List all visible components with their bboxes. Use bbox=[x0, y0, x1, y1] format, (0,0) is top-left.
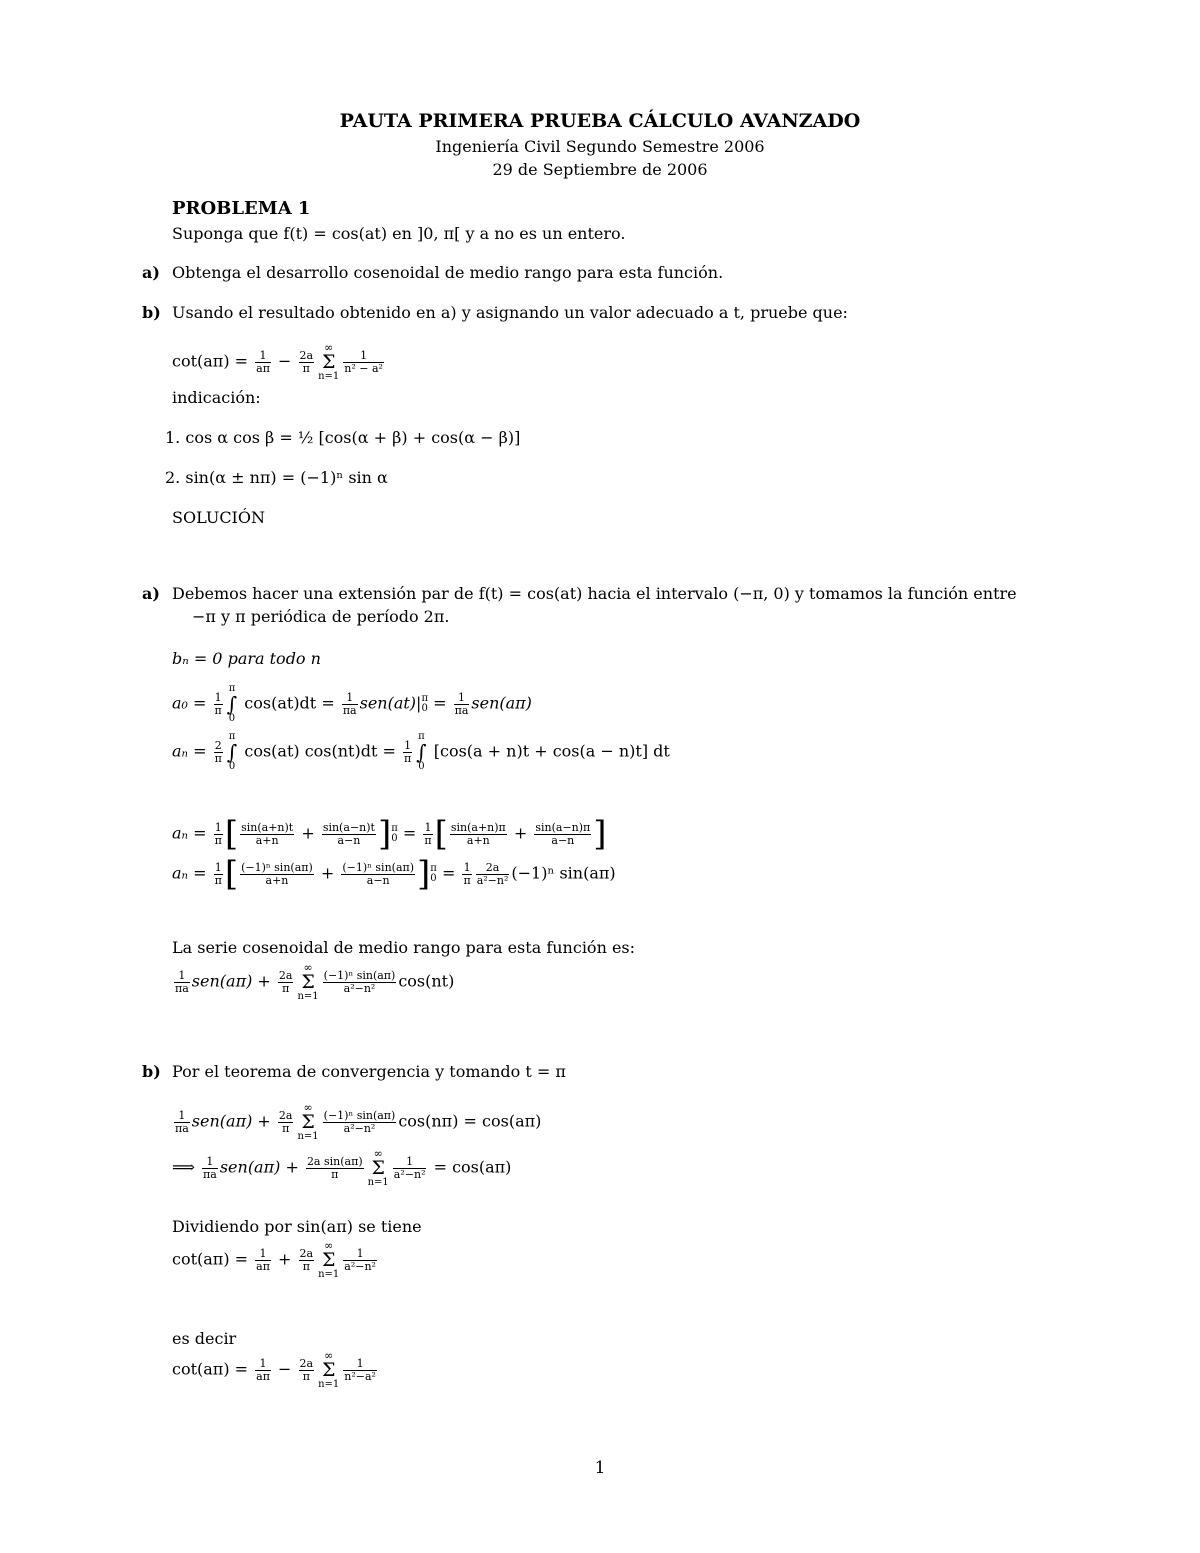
fraction: $\frac{1}{\text{a²−n²}}$ bbox=[344, 1246, 376, 1273]
fraction: $\frac{1}{\pi}$ bbox=[424, 820, 432, 847]
target-formula: cot(aπ) = $\frac{1}{a\pi}$ − $\frac{2a}{\pi}$ ∞ Σ n=1 $\frac{1}{\text{n² − a²}}$ bbox=[172, 341, 383, 382]
target-formula-lhs: cot(aπ) = bbox=[172, 351, 254, 371]
right-bracket: ] bbox=[593, 814, 607, 854]
hint-item-2: 2. sin(α ± nπ) = (−1)ⁿ sin α bbox=[165, 468, 388, 487]
fraction: $\frac{1}{\text{n² − a²}}$ bbox=[344, 348, 383, 375]
an-lhs: aₙ = bbox=[172, 741, 207, 761]
fraction: $\frac{1}{\pi}$ bbox=[463, 860, 471, 887]
left-bracket: [ bbox=[224, 854, 239, 894]
implies-arrow: ⟹ bbox=[172, 1157, 195, 1177]
integral-symbol: π ∫ 0 bbox=[416, 731, 427, 772]
right-bracket: ] bbox=[377, 814, 392, 854]
line1-rhs: cos(nπ) = cos(aπ) bbox=[398, 1111, 542, 1131]
fraction: $\frac{\text{(−1)ⁿ sin(aπ)}}{a-n}$ bbox=[342, 860, 415, 887]
fraction: $\frac{2a}{\pi}$ bbox=[278, 968, 293, 995]
part-b-label: b) bbox=[142, 303, 161, 322]
document-subtitle: Ingeniería Civil Segundo Semestre 2006 bbox=[435, 137, 765, 156]
part-a-text: Obtenga el desarrollo cosenoidal de medio rango para esta función. bbox=[172, 263, 724, 282]
summation-symbol: ∞ Σ n=1 bbox=[318, 1239, 340, 1280]
summation-symbol: ∞ Σ n=1 bbox=[297, 961, 319, 1002]
fraction: $\frac{2a}{\text{a²−n²}}$ bbox=[476, 860, 509, 887]
solution-b-text: Por el teorema de convergencia y tomando t = π bbox=[172, 1062, 566, 1081]
summation-symbol: ∞ Σ n=1 bbox=[367, 1147, 389, 1188]
fraction: $\frac{\text{2a sin(aπ)}}{\pi}$ bbox=[306, 1154, 363, 1181]
convergence-line-1 bbox=[172, 1102, 541, 1142]
part-a-label: a) bbox=[142, 263, 160, 282]
cot-equation: cot(aπ) = $\frac{1}{a\pi}$ + $\frac{2a}{\pi}$ ∞ Σ n=1 $\frac{1}{\text{a²−n²}}$ bbox=[172, 1239, 376, 1280]
document-title: PAUTA PRIMERA PRUEBA CÁLCULO AVANZADO bbox=[339, 110, 861, 132]
evaluation-limits: π 0 bbox=[391, 823, 398, 844]
integral-symbol: π ∫ 0 bbox=[226, 731, 238, 772]
an-rhs: [cos(a + n)t + cos(a − n)t] dt bbox=[433, 741, 670, 761]
an-equation-3: aₙ = $\frac{1}{\pi}$ [ $\frac{\text{(−1)ⁿ sin(aπ)}}{a+n}$ + $\frac{\text{(−1)ⁿ sin(aπ)}}{a-n}$ ] π 0 = $\frac{1}{\pi}$ $\frac{2a}{\text{a²−n²}}$ (−1)ⁿ sin(aπ) bbox=[172, 854, 616, 894]
fraction: $\frac{1}{a\pi}$ bbox=[256, 1246, 270, 1273]
line2-rhs: = cos(aπ) bbox=[433, 1157, 512, 1177]
hint-title: indicación: bbox=[172, 388, 261, 407]
fraction: $\frac{\sin(a+n)t}{a+n}$ bbox=[241, 820, 294, 847]
fraction: $\frac{1}{\pi}$ bbox=[214, 690, 222, 717]
summation-symbol: ∞ Σ n=1 bbox=[318, 341, 340, 382]
fraction: $\frac{1}{\pi a}$ bbox=[342, 690, 357, 717]
divide-text: Dividiendo por sin(aπ) se tiene bbox=[172, 1217, 422, 1236]
fraction: $\frac{1}{\pi}$ bbox=[403, 738, 412, 765]
line1-mid: sen(aπ) + bbox=[191, 1111, 271, 1131]
solution-a-text-line1: Debemos hacer una extensión par de f(t) = cos(at) hacia el intervalo (−π, 0) y tomamos la función entre bbox=[172, 584, 1017, 603]
fraction: $\frac{\text{(−1)ⁿ sin(aπ)}}{\text{a²−n²}}$ bbox=[323, 968, 396, 995]
right-bracket: ] bbox=[417, 854, 431, 894]
fraction: $\frac{1}{\text{n²−a²}}$ bbox=[344, 1356, 376, 1383]
fraction: $\frac{2a}{\pi}$ bbox=[299, 1246, 314, 1273]
fraction: $\frac{2a}{\pi}$ bbox=[278, 1108, 293, 1135]
left-bracket: [ bbox=[434, 814, 448, 854]
fraction: $\frac{2}{\pi}$ bbox=[214, 738, 222, 765]
fraction: $\frac{1}{\text{a²−n²}}$ bbox=[393, 1154, 426, 1181]
fraction: $\frac{1}{\pi a}$ bbox=[175, 968, 189, 995]
cot-lhs: cot(aπ) = bbox=[172, 1249, 249, 1269]
fraction: $\frac{\sin(a+n)\pi}{a+n}$ bbox=[450, 820, 506, 847]
part-b-text: Usando el resultado obtenido en a) y asignando un valor adecuado a t, pruebe que: bbox=[172, 303, 848, 322]
integral-symbol: π ∫ 0 bbox=[226, 683, 238, 724]
page-number: 1 bbox=[594, 1458, 606, 1478]
a0-eval: sen(at)| bbox=[359, 693, 422, 713]
fraction: $\frac{2a}{\pi}$ bbox=[299, 1356, 314, 1383]
document-date: 29 de Septiembre de 2006 bbox=[492, 160, 708, 179]
left-bracket: [ bbox=[224, 814, 239, 854]
series-formula bbox=[172, 962, 454, 1002]
fraction: $\frac{1}{\pi a}$ bbox=[203, 1154, 217, 1181]
fraction: $\frac{\sin(a-n)\pi}{a-n}$ bbox=[535, 820, 591, 847]
final-lhs: cot(aπ) = bbox=[172, 1359, 249, 1379]
fraction: $\frac{1}{\pi a}$ bbox=[454, 690, 469, 717]
line2-mid: sen(aπ) + bbox=[219, 1157, 299, 1177]
solution-a-label: a) bbox=[142, 584, 160, 603]
solution-b-label: b) bbox=[142, 1062, 161, 1081]
an3-lhs: aₙ = bbox=[172, 863, 207, 883]
solution-title: SOLUCIÓN bbox=[172, 508, 265, 527]
an-equation-2: aₙ = $\frac{1}{\pi}$ [ $\frac{\sin(a+n)t}{a+n}$ + $\frac{\sin(a-n)t}{a-n}$ ] π 0 = $\frac{1}{\pi}$ [ $\frac{\sin(a+n)\pi}{a+n}$ + $\frac{\sin(a-n)\pi}{a-n}$ ] bbox=[172, 814, 607, 854]
a0-equation: a₀ = $\frac{1}{\pi}$ π ∫ 0 cos(at)dt = $\frac{1}{\pi a}$ sen(at)| π 0 = $\frac{1}{\pi a}$ sen(aπ) bbox=[172, 683, 532, 724]
fraction: $\frac{1}{a\pi}$ bbox=[256, 348, 270, 375]
a0-lhs: a₀ = bbox=[172, 693, 207, 713]
an-equation-1 bbox=[172, 732, 670, 772]
an3-rhs: (−1)ⁿ sin(aπ) bbox=[511, 863, 616, 883]
fraction: $\frac{1}{a\pi}$ bbox=[256, 1356, 270, 1383]
fraction: $\frac{1}{\pi}$ bbox=[214, 820, 222, 847]
fraction: $\frac{\text{(−1)ⁿ sin(aπ)}}{a+n}$ bbox=[241, 860, 313, 887]
series-rhs: cos(nt) bbox=[398, 971, 455, 991]
problem-heading: PROBLEMA 1 bbox=[172, 198, 311, 219]
summation-symbol: ∞ Σ n=1 bbox=[297, 1101, 319, 1142]
final-equation: cot(aπ) = $\frac{1}{a\pi}$ − $\frac{2a}{\pi}$ ∞ Σ n=1 $\frac{1}{\text{n²−a²}}$ bbox=[172, 1349, 376, 1390]
fraction: $\frac{\text{(−1)ⁿ sin(aπ)}}{\text{a²−n²}}$ bbox=[323, 1108, 396, 1135]
solution-a-text-line2: −π y π periódica de período 2π. bbox=[192, 607, 450, 626]
evaluation-limits: π 0 bbox=[430, 863, 437, 884]
series-mid: sen(aπ) + bbox=[191, 971, 271, 991]
fraction: $\frac{2a}{\pi}$ bbox=[299, 348, 314, 375]
fraction: $\frac{\sin(a-n)t}{a-n}$ bbox=[322, 820, 375, 847]
fraction: $\frac{1}{\pi}$ bbox=[214, 860, 222, 887]
es-decir-text: es decir bbox=[172, 1329, 237, 1348]
a0-rhs: sen(aπ) bbox=[471, 693, 532, 713]
bn-equation: bₙ = 0 para todo n bbox=[172, 649, 321, 668]
an2-lhs: aₙ = bbox=[172, 823, 207, 843]
convergence-line-2 bbox=[172, 1148, 511, 1188]
series-text: La serie cosenoidal de medio rango para esta función es: bbox=[172, 938, 636, 957]
fraction: $\frac{1}{\pi a}$ bbox=[175, 1108, 189, 1135]
hint-item-1: 1. cos α cos β = ½ [cos(α + β) + cos(α − β)] bbox=[165, 428, 521, 447]
evaluation-limits: π 0 bbox=[421, 693, 429, 714]
summation-symbol: ∞ Σ n=1 bbox=[318, 1349, 340, 1390]
problem-statement: Suponga que f(t) = cos(at) en ]0, π[ y a no es un entero. bbox=[172, 224, 626, 243]
an-mid: cos(at) cos(nt)dt = bbox=[244, 741, 396, 761]
a0-mid: cos(at)dt = bbox=[244, 693, 335, 713]
